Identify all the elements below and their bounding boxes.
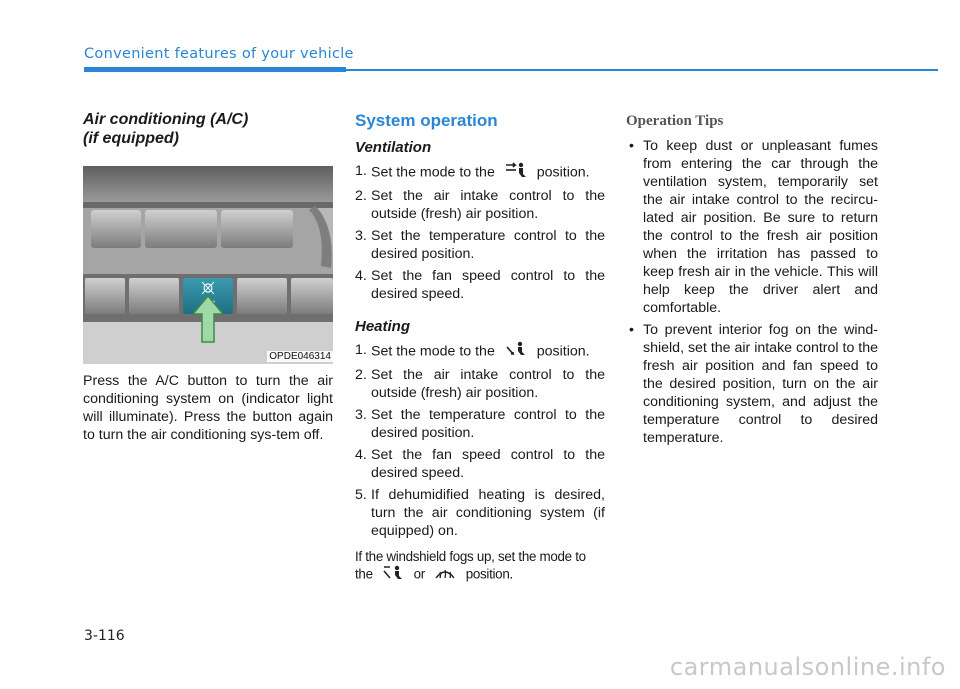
heating-heading: Heating (355, 318, 411, 335)
step-text: Set the temperature control to the desired position. (371, 228, 605, 262)
list-item: • To keep dust or unpleasant fumes from entering the car through the ventilation system, temporarily set the air intake control to the recircu-lated air position. Be sure to return the control to the fresh air position when the irritation has passed to keep fresh air in the vehicle. This will help keep the driver alert and comfortable. (626, 137, 878, 317)
operation-tips-list (626, 137, 878, 447)
step-text-after: position. (536, 343, 590, 360)
ventilation-steps (355, 162, 605, 303)
ac-panel-illustration (83, 166, 333, 364)
middle-column (355, 108, 605, 585)
system-operation-heading: System operation (355, 111, 498, 130)
step-text: Set the mode to the (371, 343, 495, 360)
list-item (355, 486, 605, 540)
ac-heading (83, 110, 333, 148)
step-number: 1. (355, 342, 367, 358)
section-title-underline (84, 67, 346, 72)
step-text: Set the fan speed control to the desired speed. (371, 447, 605, 481)
step-number: 4. (355, 268, 367, 284)
left-column (83, 108, 333, 444)
step-text: Set the air intake control to the outside (fresh) air position. (371, 188, 605, 222)
ac-heading-line2: (if equipped) (83, 130, 179, 147)
ac-control-panel-photo (83, 166, 333, 364)
step-text-after: position. (536, 164, 590, 181)
step-text: Set the mode to the (371, 164, 495, 181)
ac-heading-line1: Air conditioning (A/C) (83, 111, 249, 128)
step-number: 2. (355, 188, 367, 204)
step-number: 5. (355, 487, 367, 503)
figure-code: OPDE046314 (269, 351, 331, 362)
floor-mode-icon (505, 341, 527, 362)
face-vent-mode-icon (505, 162, 527, 183)
page-number: 3-116 (84, 628, 125, 644)
right-column (626, 108, 878, 451)
step-number: 1. (355, 163, 367, 179)
list-item (355, 227, 605, 263)
defrost-mode-icon (434, 565, 456, 585)
step-text: Set the temperature control to the desired position. (371, 407, 605, 441)
operation-tips-heading: Operation Tips (626, 113, 724, 129)
step-number: 3. (355, 228, 367, 244)
step-text: Set the fan speed control to the desired speed. (371, 268, 605, 302)
step-number: 4. (355, 447, 367, 463)
list-item (355, 366, 605, 402)
list-item (355, 187, 605, 223)
list-item (355, 267, 605, 303)
list-item: • To prevent interior fog on the wind-shield, set the air intake control to the fresh air position and fan speed to the desired position, turn on the air conditioning system, and adjust the temperature control to desired temperature. (626, 321, 878, 447)
step-number: 2. (355, 367, 367, 383)
note-text: If the windshield fogs up, set the mode to the (355, 549, 586, 582)
step-text: Set the air intake control to the outside (fresh) air position. (371, 367, 605, 401)
list-item (355, 406, 605, 442)
floor-defrost-mode-icon (382, 565, 404, 585)
step-number: 3. (355, 407, 367, 423)
list-item (355, 446, 605, 482)
list-item (355, 341, 605, 362)
section-title: Convenient features of your vehicle (84, 46, 354, 62)
watermark: carmanualsonline.info (669, 653, 946, 681)
ac-description: Press the A/C button to turn the air conditioning system on (indicator light will illuminate). Press the button again to turn the air conditioning sys-tem off. (83, 373, 333, 443)
header-rule (346, 69, 938, 71)
heating-steps (355, 341, 605, 540)
windshield-fog-note (355, 548, 605, 585)
note-text-after: position. (465, 566, 513, 582)
ventilation-heading: Ventilation (355, 139, 432, 156)
step-text: If dehumidified heating is desired, turn the air conditioning system (if equipped) on. (371, 487, 605, 539)
list-item (355, 162, 605, 183)
note-or: or (413, 566, 425, 582)
